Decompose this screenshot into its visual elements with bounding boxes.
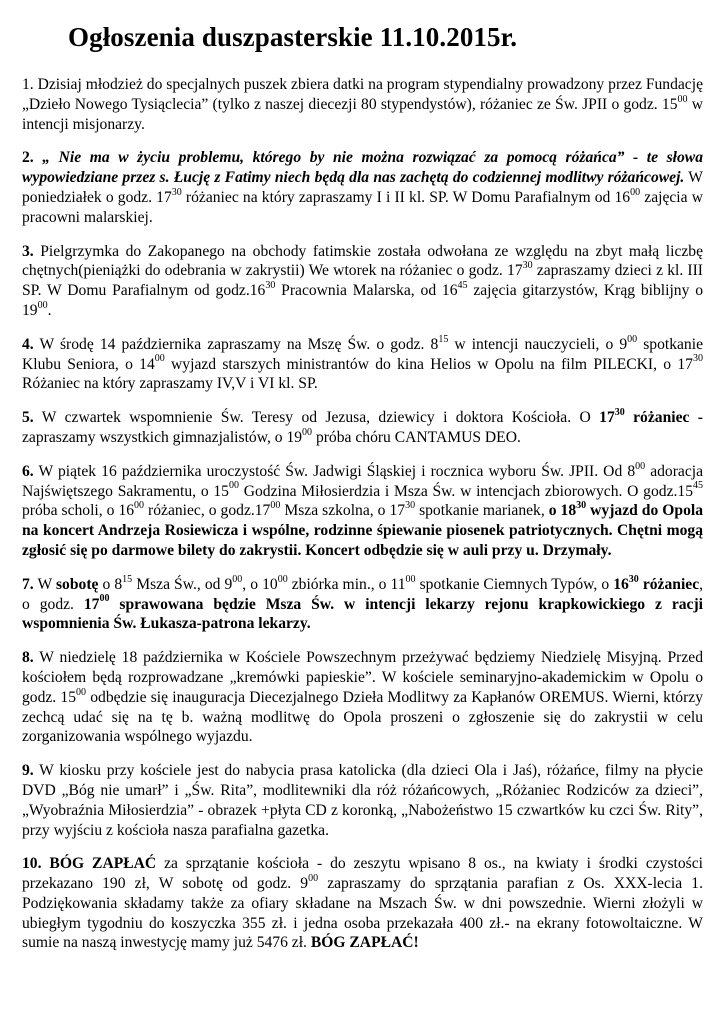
- time-superscript: 00: [99, 593, 110, 605]
- announcement-list: [22, 75, 703, 953]
- time-superscript: 30: [522, 260, 533, 272]
- announcement-text: BÓG ZAPŁAĆ!: [310, 934, 419, 952]
- announcement-text: wyjazd starszych ministrantów do kina Helios w Opolu na film PILECKI, o 17: [164, 355, 693, 373]
- announcement-text: W czwartek wspomnienie Św. Teresy od Jezusa, dziewicy i doktora Kościoła. O: [33, 409, 600, 427]
- announcement-text: 10. BÓG ZAPŁAĆ: [22, 855, 157, 873]
- announcement-text: 3.: [22, 242, 34, 260]
- announcement-text: Msza szkolna, o 17: [280, 502, 406, 520]
- announcement-text: spotkanie marianek,: [415, 502, 549, 520]
- announcement-text: zajęcia w pracowni malarskiej.: [22, 188, 703, 226]
- time-superscript: 15: [122, 573, 133, 585]
- time-superscript: 00: [277, 573, 288, 585]
- announcement-text: 1. Dzisiaj młodzież do specjalnych puszek zbiera datki na program stypendialny prowadzony przez Fundację „Dzieło Nowego Tysiąclecia” (tylko z naszej diecezji 80 stypendystów), różaniec ze Św. JPII o godz. 15: [22, 76, 703, 113]
- announcement-text: 17: [599, 409, 615, 427]
- time-superscript: 00: [635, 460, 646, 472]
- announcement-item-2: [22, 148, 703, 227]
- time-superscript: 30: [628, 573, 639, 585]
- announcement-text: próba scholi, o 16: [22, 502, 135, 520]
- announcement-text: „ Nie ma w życiu problemu, którego by nie można rozwiązać za pomocą różańca” - te słowa wypowiedziane przez s. Łucję z Fatimy niech będą dla nas zachętą do codziennej modlitwy różańcowej.: [22, 149, 704, 187]
- time-superscript: 00: [677, 93, 688, 105]
- announcement-text: spotkanie Ciemnych Typów, o: [415, 575, 614, 593]
- announcement-item-5: [22, 408, 703, 448]
- time-superscript: 00: [627, 333, 638, 345]
- announcement-text: wyjazd do Opola na koncert Andrzeja Rosiewicza i wspólne, rodzinne śpiewanie piosenek patriotycznych. Chętni mogą zgłosić się po darmowe bilety do zakrystii. Koncert odbędzie się w auli przy u. Drzymały.: [22, 502, 703, 559]
- announcement-text: W środę 14 października zapraszamy na Mszę Św. o godz. 8: [33, 335, 439, 353]
- announcement-text: 4.: [22, 335, 34, 353]
- announcement-item-4: [22, 335, 703, 394]
- announcement-text: 2.: [22, 149, 43, 167]
- time-superscript: 45: [457, 279, 468, 291]
- announcement-text: sobotę: [55, 575, 99, 593]
- announcement-item-9: [22, 761, 703, 840]
- page-title: Ogłoszenia duszpasterskie 11.10.2015r.: [68, 22, 518, 52]
- announcement-text: W niedzielę 18 października w Kościele Powszechnym przeżywać będziemy Niedzielę Misyjną. Przed kościołem będą rozprowadzane „kremówki papieskie”. W kościele seminaryjno-akademickim w Opolu o godz. 15: [22, 649, 703, 706]
- announcement-text: zapraszamy do sprzątania parafian z Os. XXX-lecia 1. Podziękowania składamy także za ofiary składane na Mszach Św. w dni powszednie. Wierni złożyli w ubiegłym tygodniu do koszyczka 355 zł. i jedna osoba przekazała 400 zł.- na ekrany fotowoltaiczne. W sumie na naszą inwestycję mamy już 5476 zł.: [22, 875, 703, 952]
- announcement-text: za sprzątanie kościoła - do zeszytu wpisano 8 os., na kwiaty i środki czystości przekazano 190 zł, W sobotę od godz. 9: [22, 855, 703, 893]
- time-superscript: 30: [576, 500, 587, 512]
- time-superscript: 00: [270, 500, 281, 512]
- announcement-text: , o 10: [242, 575, 278, 593]
- announcement-text: o 18: [548, 502, 577, 520]
- announcement-text: w intencji misjonarzy.: [22, 95, 703, 133]
- announcement-text: 5.: [22, 409, 34, 427]
- announcement-item-3: [22, 242, 703, 321]
- announcement-text: 8.: [22, 649, 34, 667]
- time-superscript: 00: [37, 299, 48, 311]
- announcement-text: różaniec -: [624, 409, 703, 427]
- announcement-text: W kiosku przy kościele jest do nabycia prasa katolicka (dla dzieci Ola i Jaś), różańce, filmy na płycie DVD „Bóg nie umarł” i „Św. Rita”, modlitewniki dla róż różańcowych, „Różaniec Rodziców za dzieci”, „Wyobraźnia Miłosierdzia” - obrazek +płyta CD z koronką, „Nabożeństwo 15 czwartków ku czci Św. Rity”, przy wyjściu z kościoła nasza parafialna gazetka.: [22, 762, 703, 839]
- announcement-text: próba chóru CANTAMUS DEO.: [312, 428, 521, 446]
- announcement-text: Pracownia Malarska, od 16: [275, 282, 458, 300]
- announcement-text: 17: [83, 595, 100, 613]
- time-superscript: 00: [405, 573, 416, 585]
- announcement-text: Msza Św., od 9: [132, 575, 233, 593]
- time-superscript: 00: [134, 500, 145, 512]
- time-superscript: 00: [76, 686, 87, 698]
- time-superscript: 15: [438, 333, 449, 345]
- announcement-text: W poniedziałek o godz. 17: [22, 169, 703, 206]
- time-superscript: 00: [630, 186, 641, 198]
- announcement-text: zapraszamy dzieci z kl. III SP. W Domu Parafialnym od godz.16: [22, 262, 704, 300]
- announcement-text: sprawowana będzie Msza Św. w intencji lekarzy rejonu krapkowickiego z racji wspomnienia Św. Łukasza-patrona lekarzy.: [22, 595, 703, 633]
- announcement-text: , o godz.: [22, 575, 704, 613]
- time-superscript: 30: [692, 353, 703, 365]
- announcement-text: spotkanie Klubu Seniora, o 14: [22, 335, 703, 373]
- announcement-item-10: [22, 854, 703, 953]
- announcement-text: adoracja Najświętszego Sakramentu, o 15: [22, 462, 704, 500]
- time-superscript: 30: [405, 500, 416, 512]
- announcement-text: różaniec na który zapraszamy I i II kl. SP. W Domu Parafialnym od 16: [181, 188, 631, 206]
- announcement-item-1: [22, 75, 703, 134]
- announcement-text: W piątek 16 października uroczystość Św. Jadwigi Śląskiej i rocznica wyboru Św. JPII. Od 8: [33, 462, 636, 480]
- time-superscript: 30: [171, 186, 182, 198]
- announcement-text: zapraszamy wszystkich gimnazjalistów, o 19: [22, 428, 303, 446]
- announcement-item-6: [22, 462, 703, 561]
- announcement-text: W: [33, 575, 56, 593]
- announcement-text: różaniec: [638, 575, 700, 593]
- announcement-text: 7.: [22, 575, 34, 593]
- announcement-text: Godzina Miłosierdzia i Msza Św. w intencjach zbiorowych. O godz.15: [238, 482, 693, 500]
- announcement-text: zajęcia gitarzystów, Krąg biblijny o 19: [22, 282, 703, 319]
- time-superscript: 45: [693, 480, 703, 492]
- time-superscript: 00: [154, 353, 165, 365]
- time-superscript: 30: [265, 279, 276, 291]
- time-superscript: 00: [302, 426, 313, 438]
- announcement-text: 16: [613, 575, 629, 593]
- time-superscript: 00: [232, 573, 243, 585]
- announcement-text: 9.: [22, 762, 34, 780]
- announcement-item-7: [22, 575, 703, 634]
- announcement-item-8: [22, 648, 703, 747]
- time-superscript: 00: [308, 872, 319, 884]
- announcement-text: .: [47, 301, 52, 319]
- announcement-text: Pielgrzymka do Zakopanego na obchody fatimskie została odwołana ze względu na zbyt małą liczbę chętnych(pieniążki do odebrania w zakrystii) We wtorek na różaniec o godz. 17: [22, 242, 703, 280]
- announcement-text: odbędzie się inauguracja Diecezjalnego Dzieła Modlitwy za Kapłanów OREMUS. Wierni, którzy zechcą udać się na tę b. ważną modlitwę do Opola proszeni o zgłoszenie się do zakrystii w celu zorganizowania wspólnego wyjazdu.: [22, 688, 703, 746]
- announcement-text: o 8: [98, 575, 123, 593]
- announcement-text: w intencji nauczycieli, o 9: [448, 335, 628, 353]
- announcement-text: zbiórka min., o 11: [287, 575, 406, 593]
- time-superscript: 30: [614, 406, 625, 418]
- announcement-text: różaniec, o godz.17: [144, 502, 271, 520]
- time-superscript: 00: [228, 480, 239, 492]
- announcement-text: Różaniec na który zapraszamy IV,V i VI kl. SP.: [22, 375, 318, 393]
- announcement-text: 6.: [22, 462, 34, 480]
